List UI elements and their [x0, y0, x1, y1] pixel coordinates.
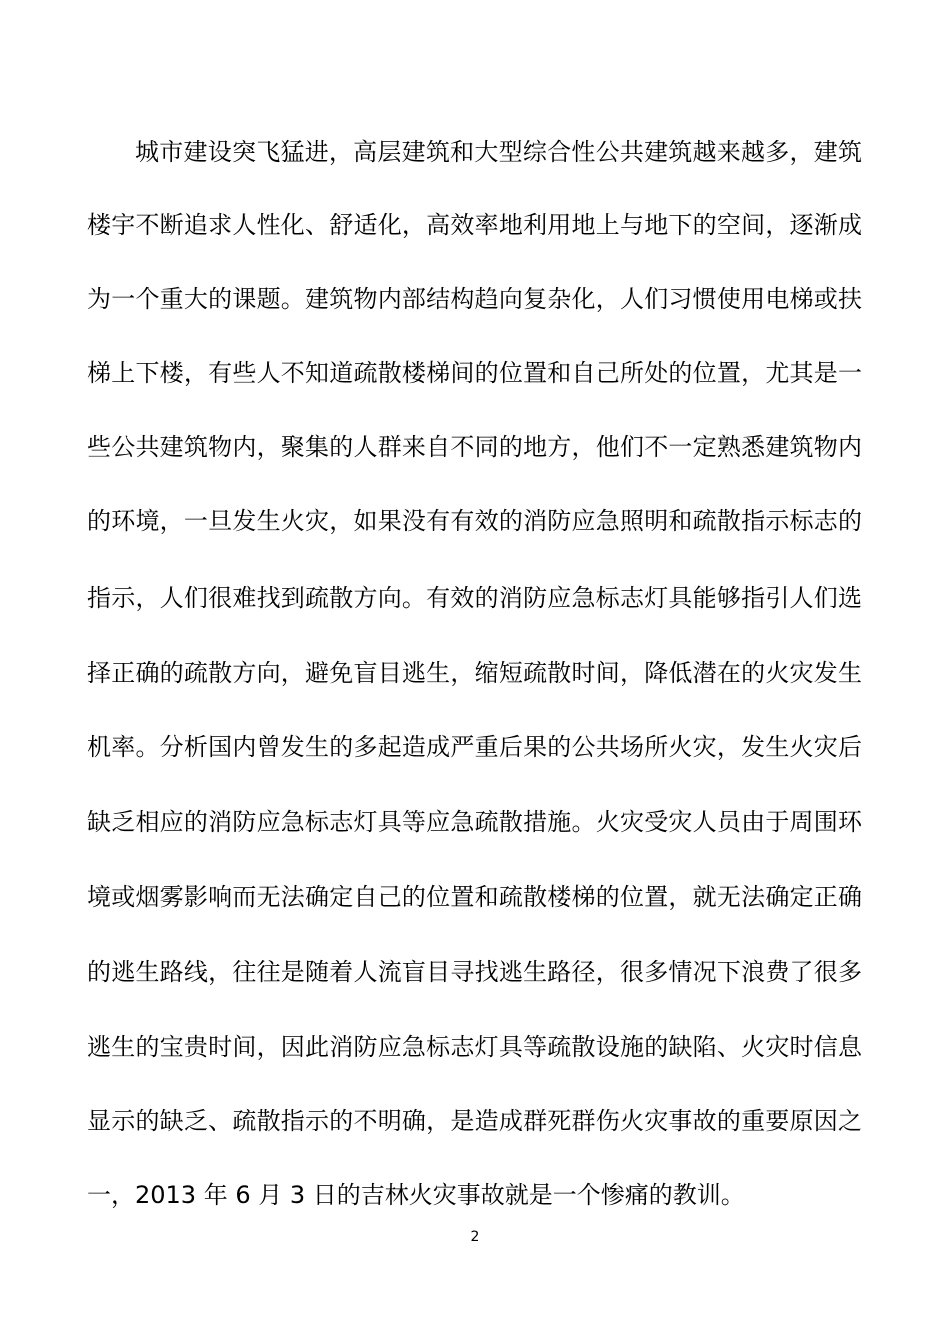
- paragraph-line: 的环境，一旦发生火灾，如果没有有效的消防应急照明和疏散指示标志的: [87, 507, 862, 535]
- paragraph-line: 为一个重大的课题。建筑物内部结构趋向复杂化，人们习惯使用电梯或扶: [87, 285, 862, 313]
- paragraph-line: 一，2013 年 6 月 3 日的吉林火灾事故就是一个惨痛的教训。: [87, 1181, 745, 1209]
- paragraph-line: 机率。分析国内曾发生的多起造成严重后果的公共场所火灾，发生火灾后: [87, 733, 862, 761]
- paragraph-line: 梯上下楼，有些人不知道疏散楼梯间的位置和自己所处的位置，尤其是一: [87, 359, 862, 387]
- paragraph-line: 城市建设突飞猛进，高层建筑和大型综合性公共建筑越来越多，建筑: [135, 138, 862, 166]
- paragraph-line: 楼宇不断追求人性化、舒适化，高效率地利用地上与地下的空间，逐渐成: [87, 211, 862, 239]
- paragraph-line: 指示，人们很难找到疏散方向。有效的消防应急标志灯具能够指引人们选: [87, 584, 862, 612]
- paragraph-line: 些公共建筑物内，聚集的人群来自不同的地方，他们不一定熟悉建筑物内: [87, 433, 862, 461]
- paragraph-line: 择正确的疏散方向，避免盲目逃生，缩短疏散时间，降低潜在的火灾发生: [87, 659, 862, 687]
- page-number: 2: [470, 1229, 480, 1245]
- paragraph-line: 显示的缺乏、疏散指示的不明确，是造成群死群伤火灾事故的重要原因之: [87, 1107, 862, 1135]
- paragraph-line: 逃生的宝贵时间，因此消防应急标志灯具等疏散设施的缺陷、火灾时信息: [87, 1033, 862, 1061]
- paragraph-line: 的逃生路线，往往是随着人流盲目寻找逃生路径，很多情况下浪费了很多: [87, 958, 862, 986]
- paragraph-line: 缺乏相应的消防应急标志灯具等应急疏散措施。火灾受灾人员由于周围环: [87, 808, 862, 836]
- paragraph-line: 境或烟雾影响而无法确定自己的位置和疏散楼梯的位置，就无法确定正确: [87, 883, 862, 911]
